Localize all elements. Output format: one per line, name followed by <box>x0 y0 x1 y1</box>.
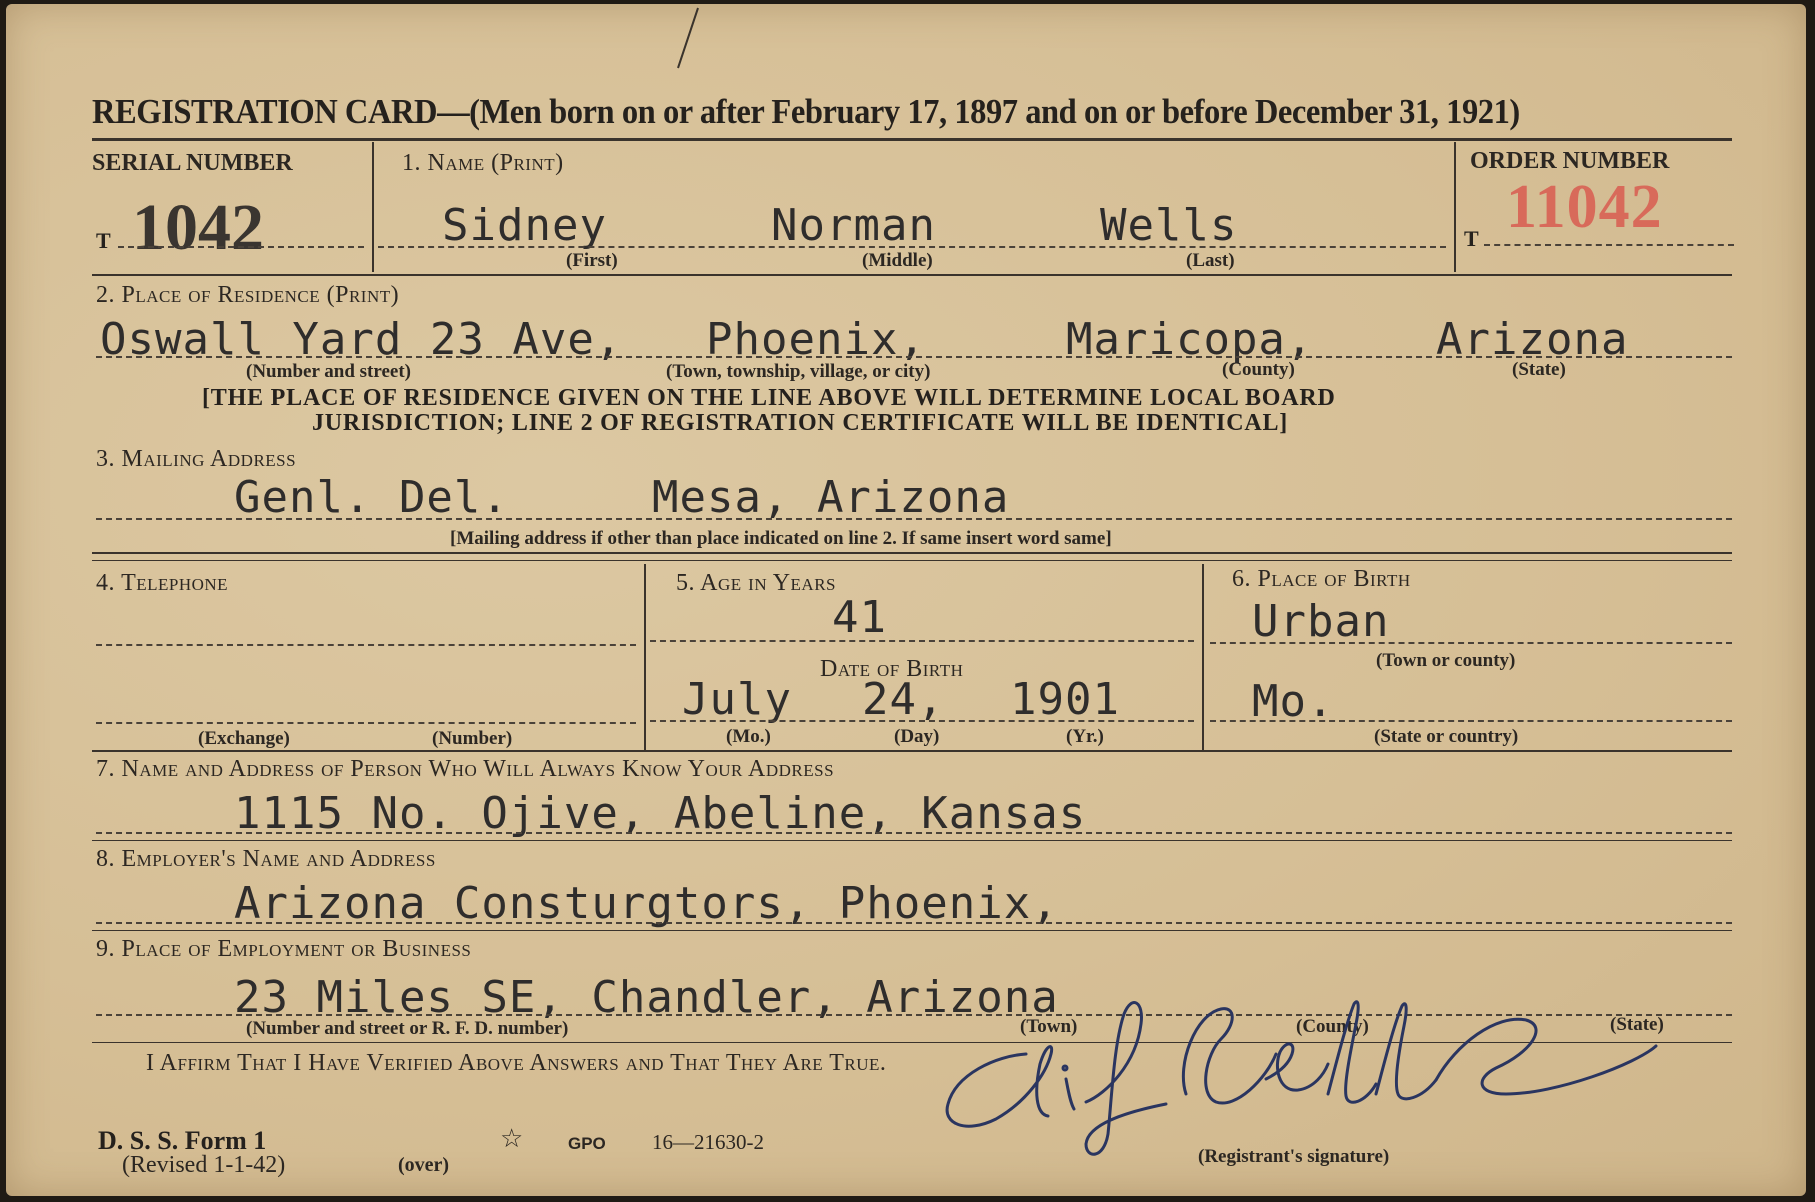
employment-street-caption: (Number and street or R. F. D. number) <box>246 1018 569 1039</box>
order-line <box>1484 244 1734 246</box>
dob-yr-caption: (Yr.) <box>1066 726 1104 747</box>
age-line <box>650 640 1194 642</box>
residence-county-caption: (County) <box>1222 359 1295 380</box>
order-prefix: T <box>1464 226 1479 251</box>
birthplace-town: Urban <box>1252 596 1390 647</box>
contact-label: 7. Name and Address of Person Who Will Always Know Your Address <box>96 756 835 782</box>
serial-line <box>118 246 364 248</box>
dob-month: July <box>682 674 792 725</box>
dob-day: 24, <box>862 674 945 725</box>
dob-label: Date of Birth <box>820 656 964 682</box>
name-first: Sidney <box>442 200 607 251</box>
residence-state: Arizona <box>1436 314 1629 365</box>
dob-day-caption: (Day) <box>894 726 940 747</box>
telephone-number-caption: (Number) <box>432 728 513 749</box>
name-middle: Norman <box>771 200 936 251</box>
residence-street-caption: (Number and street) <box>246 361 411 382</box>
signature-caption: (Registrant's signature) <box>1198 1146 1390 1167</box>
residence-notice-line1: [THE PLACE OF RESIDENCE GIVEN ON THE LINE ABOVE WILL DETERMINE LOCAL BOARD <box>202 385 1336 411</box>
order-divider <box>1454 142 1456 272</box>
rule-1 <box>92 274 1732 276</box>
birthplace-state: Mo. <box>1252 676 1335 727</box>
residence-town: Phoenix, <box>706 314 926 365</box>
footer-gpo: GPO <box>568 1134 606 1153</box>
name-last: Wells <box>1100 200 1238 251</box>
rule-2 <box>92 552 1732 554</box>
age-label: 5. Age in Years <box>676 570 837 596</box>
age-divider <box>1202 564 1204 750</box>
mailing-line <box>96 518 1732 520</box>
telephone-line2 <box>96 722 636 724</box>
birthplace-town-line <box>1210 642 1732 644</box>
residence-state-caption: (State) <box>1512 359 1566 380</box>
serial-divider <box>372 142 374 272</box>
employer-value: Arizona Consturgtors, Phoenix, <box>234 878 1059 929</box>
residence-county: Maricopa, <box>1066 314 1314 365</box>
employment-value: 23 Miles SE, Chandler, Arizona <box>234 972 1059 1023</box>
mailing-line1: Genl. Del. <box>234 472 509 523</box>
top-rule <box>92 138 1732 141</box>
serial-number: 1042 <box>132 191 264 264</box>
employment-state-caption: (State) <box>1610 1014 1664 1035</box>
birthplace-state-caption: (State or country) <box>1374 726 1519 747</box>
contact-value: 1115 No. Ojive, Abeline, Kansas <box>234 788 1087 839</box>
birthplace-town-caption: (Town or county) <box>1376 650 1516 671</box>
mailing-caption: [Mailing address if other than place indicated on line 2. If same insert word same] <box>450 528 1112 549</box>
rule-3 <box>92 750 1732 752</box>
birthplace-state-line <box>1210 720 1732 722</box>
telephone-divider <box>644 564 646 750</box>
employer-label: 8. Employer's Name and Address <box>96 846 436 872</box>
name-line <box>378 246 1446 248</box>
dob-year: 1901 <box>1010 674 1120 725</box>
footer-over: (over) <box>398 1154 450 1176</box>
residence-notice-line2: JURISDICTION; LINE 2 OF REGISTRATION CERTIFICATE WILL BE IDENTICAL] <box>312 410 1289 436</box>
contact-line <box>96 832 1732 834</box>
employment-county-caption: (County) <box>1296 1016 1369 1037</box>
mailing-line2: Mesa, Arizona <box>652 472 1010 523</box>
name-last-caption: (Last) <box>1186 250 1235 271</box>
telephone-label: 4. Telephone <box>96 570 229 596</box>
residence-label: 2. Place of Residence (Print) <box>96 282 400 308</box>
dob-line <box>650 720 1194 722</box>
card-title: REGISTRATION CARD—(Men born on or after February 17, 1897 and on or before December 31, 1921) <box>92 92 1520 131</box>
rule-4 <box>92 840 1732 841</box>
dob-mo-caption: (Mo.) <box>726 726 771 747</box>
mailing-label: 3. Mailing Address <box>96 446 297 472</box>
serial-prefix: T <box>96 228 111 253</box>
employment-town-caption: (Town) <box>1020 1016 1078 1037</box>
star-icon: ☆ <box>500 1124 524 1153</box>
name-first-caption: (First) <box>566 250 618 271</box>
footer-revised: (Revised 1-1-42) <box>122 1152 286 1178</box>
birthplace-label: 6. Place of Birth <box>1232 566 1411 592</box>
order-label: ORDER NUMBER <box>1470 148 1670 174</box>
registrant-signature <box>936 984 1676 1164</box>
footer-code: 16—21630-2 <box>652 1130 764 1154</box>
affirm-text: I Affirm That I Have Verified Above Answers and That They Are True. <box>146 1050 887 1076</box>
registration-card <box>6 4 1806 1196</box>
serial-label: SERIAL NUMBER <box>92 150 293 176</box>
rule-5 <box>92 930 1732 931</box>
residence-line <box>96 356 1732 358</box>
residence-street: Oswall Yard 23 Ave, <box>100 314 623 365</box>
order-number: 11042 <box>1506 173 1663 241</box>
footer-form: D. S. S. Form 1 <box>98 1126 267 1155</box>
pencil-mark <box>666 4 706 74</box>
employer-line <box>96 922 1732 924</box>
employment-label: 9. Place of Employment or Business <box>96 936 472 962</box>
age-value: 41 <box>832 592 887 643</box>
name-middle-caption: (Middle) <box>862 250 933 271</box>
rule-2b <box>92 560 1732 561</box>
telephone-exchange-caption: (Exchange) <box>198 728 290 749</box>
residence-town-caption: (Town, township, village, or city) <box>666 361 931 382</box>
name-label: 1. Name (Print) <box>402 150 564 176</box>
telephone-line1 <box>96 644 636 646</box>
